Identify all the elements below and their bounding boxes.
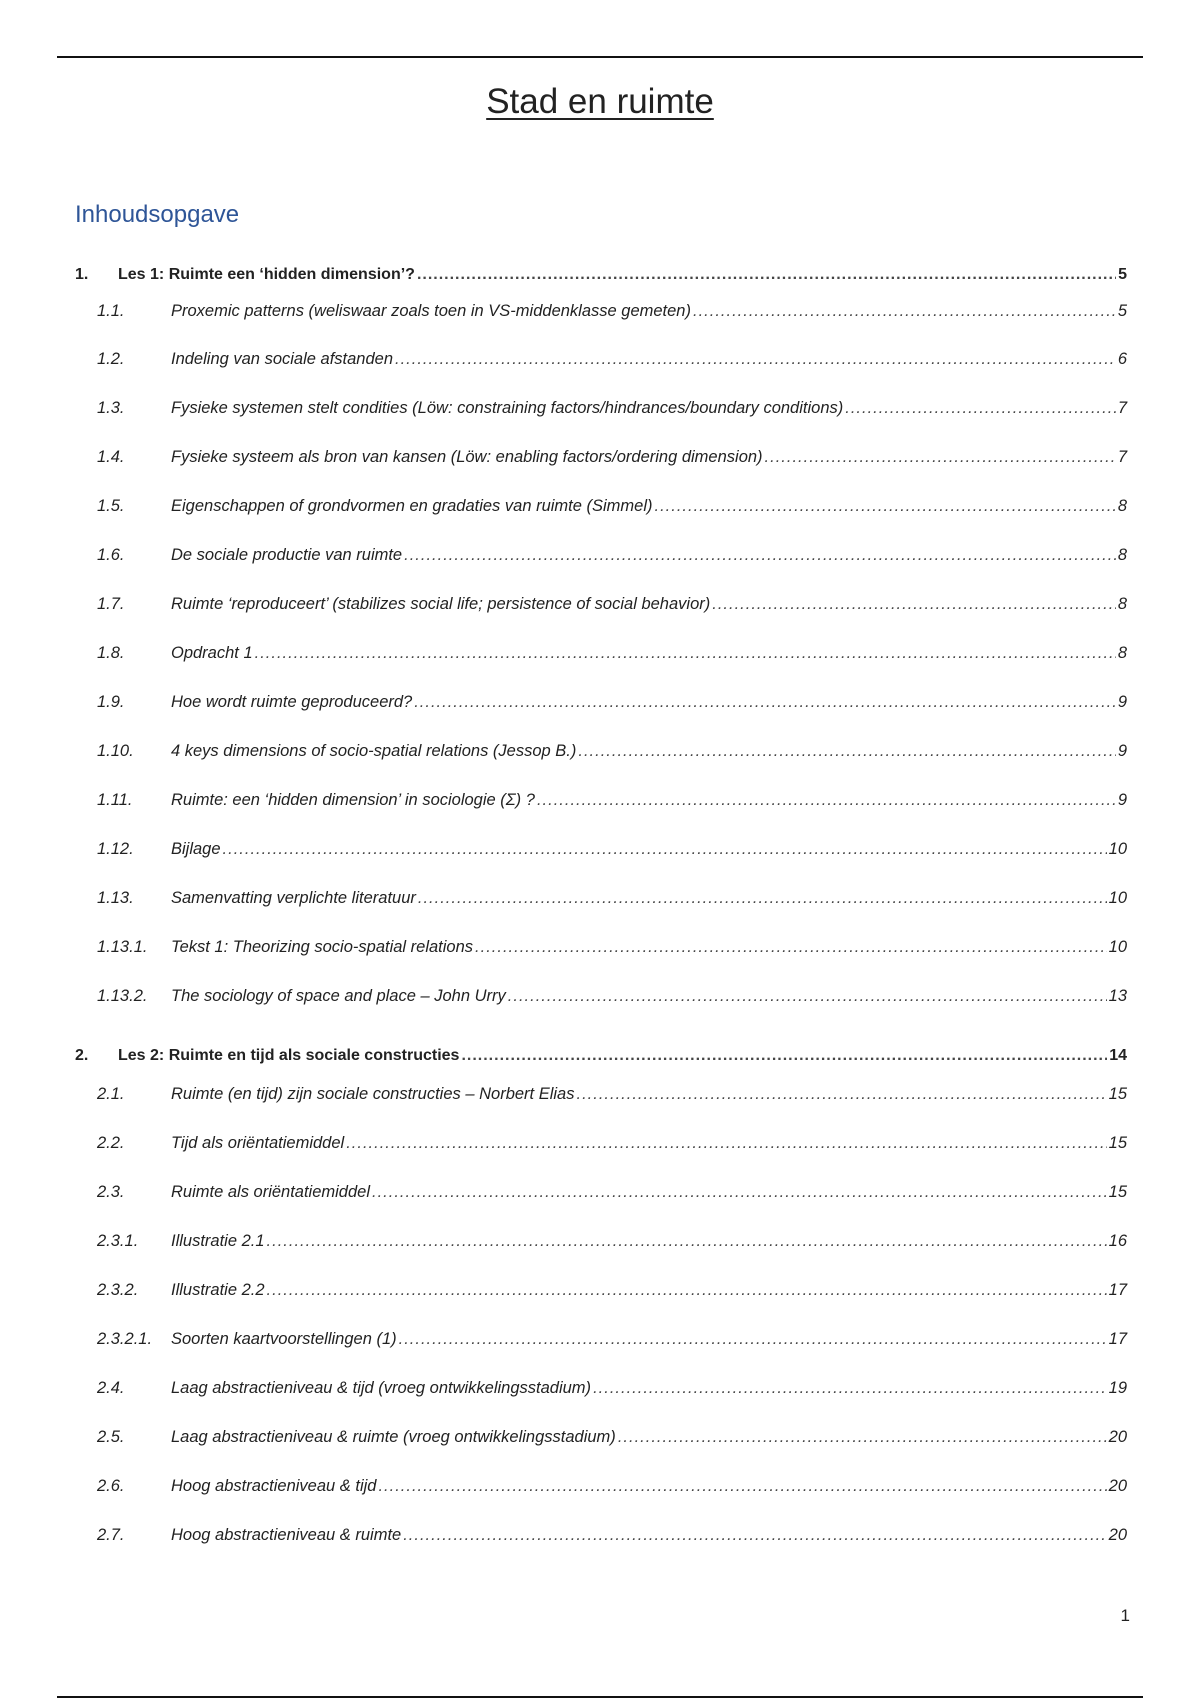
toc-entry[interactable]: 1.10. 4 keys dimensions of socio-spatial relations (Jessop B.) ..... 9 bbox=[75, 738, 1127, 764]
toc-entry[interactable]: 2.6. Hoog abstractieniveau & tijd ..... 20 bbox=[75, 1473, 1127, 1499]
page-number: 1 bbox=[1120, 1606, 1130, 1625]
toc-entry[interactable]: 1.12. Bijlage ..... 10 bbox=[75, 836, 1127, 862]
toc-entry[interactable]: 1.7. Ruimte ‘reproduceert’ (stabilizes social life; persistence of social behavior) ..... 8 bbox=[75, 591, 1127, 617]
top-rule bbox=[57, 56, 1143, 58]
toc-entry[interactable]: 1.1. Proxemic patterns (weliswaar zoals toen in VS-middenklasse gemeten) ..... 5 bbox=[75, 298, 1127, 324]
document-title: Stad en ruimte bbox=[486, 82, 714, 121]
toc-entry[interactable]: 1.5. Eigenschappen of grondvormen en gradaties van ruimte (Simmel) ..... 8 bbox=[75, 493, 1127, 519]
toc-entry[interactable]: 2.4. Laag abstractieniveau & tijd (vroeg ontwikkelingsstadium) ..... 19 bbox=[75, 1375, 1127, 1401]
toc-entry[interactable]: 2.3.2.1. Soorten kaartvoorstellingen (1) ..... 17 bbox=[75, 1326, 1127, 1352]
toc-entry[interactable]: 1.3. Fysieke systemen stelt condities (Löw: constraining factors/hindrances/boundary conditions) ..... 7 bbox=[75, 395, 1127, 421]
toc-entry[interactable]: 2.7. Hoog abstractieniveau & ruimte ..... 20 bbox=[75, 1522, 1127, 1548]
toc-entry[interactable]: 1.4. Fysieke systeem als bron van kansen (Löw: enabling factors/ordering dimension) ..... 7 bbox=[75, 444, 1127, 470]
toc-entry[interactable]: 2.5. Laag abstractieniveau & ruimte (vroeg ontwikkelingsstadium) ..... 20 bbox=[75, 1424, 1127, 1450]
toc-entry[interactable]: 1.2. Indeling van sociale afstanden ..... 6 bbox=[75, 346, 1127, 372]
toc-entry[interactable]: 2.3.1. Illustratie 2.1 ..... 16 bbox=[75, 1228, 1127, 1254]
toc-entry[interactable]: 2.2. Tijd als oriëntatiemiddel ..... 15 bbox=[75, 1130, 1127, 1156]
toc-entry[interactable]: 1.13. Samenvatting verplichte literatuur ..... 10 bbox=[75, 885, 1127, 911]
toc-entry[interactable]: 1.8. Opdracht 1 ..... 8 bbox=[75, 640, 1127, 666]
toc-entry[interactable]: 2. Les 2: Ruimte en tijd als sociale constructies ..... 14 bbox=[75, 1043, 1127, 1069]
toc-entry[interactable]: 2.3.2. Illustratie 2.2 ..... 17 bbox=[75, 1277, 1127, 1303]
toc-entry[interactable]: 2.3. Ruimte als oriëntatiemiddel ..... 15 bbox=[75, 1179, 1127, 1205]
bottom-rule bbox=[57, 1696, 1143, 1698]
toc-entry[interactable]: 1.6. De sociale productie van ruimte ..... 8 bbox=[75, 542, 1127, 568]
toc-entry[interactable]: 1. Les 1: Ruimte een ‘hidden dimension’? ..... 5 bbox=[75, 262, 1127, 288]
toc-entry[interactable]: 2.1. Ruimte (en tijd) zijn sociale constructies – Norbert Elias ..... 15 bbox=[75, 1081, 1127, 1107]
toc-entry[interactable]: 1.11. Ruimte: een ‘hidden dimension’ in sociologie (Σ) ? ..... 9 bbox=[75, 787, 1127, 813]
toc-heading: Inhoudsopgave bbox=[75, 201, 240, 228]
toc-entry[interactable]: 1.13.1. Tekst 1: Theorizing socio-spatial relations ..... 10 bbox=[75, 934, 1127, 960]
toc-entry[interactable]: 1.9. Hoe wordt ruimte geproduceerd? ..... 9 bbox=[75, 689, 1127, 715]
toc-entry[interactable]: 1.13.2. The sociology of space and place – John Urry ..... 13 bbox=[75, 983, 1127, 1009]
